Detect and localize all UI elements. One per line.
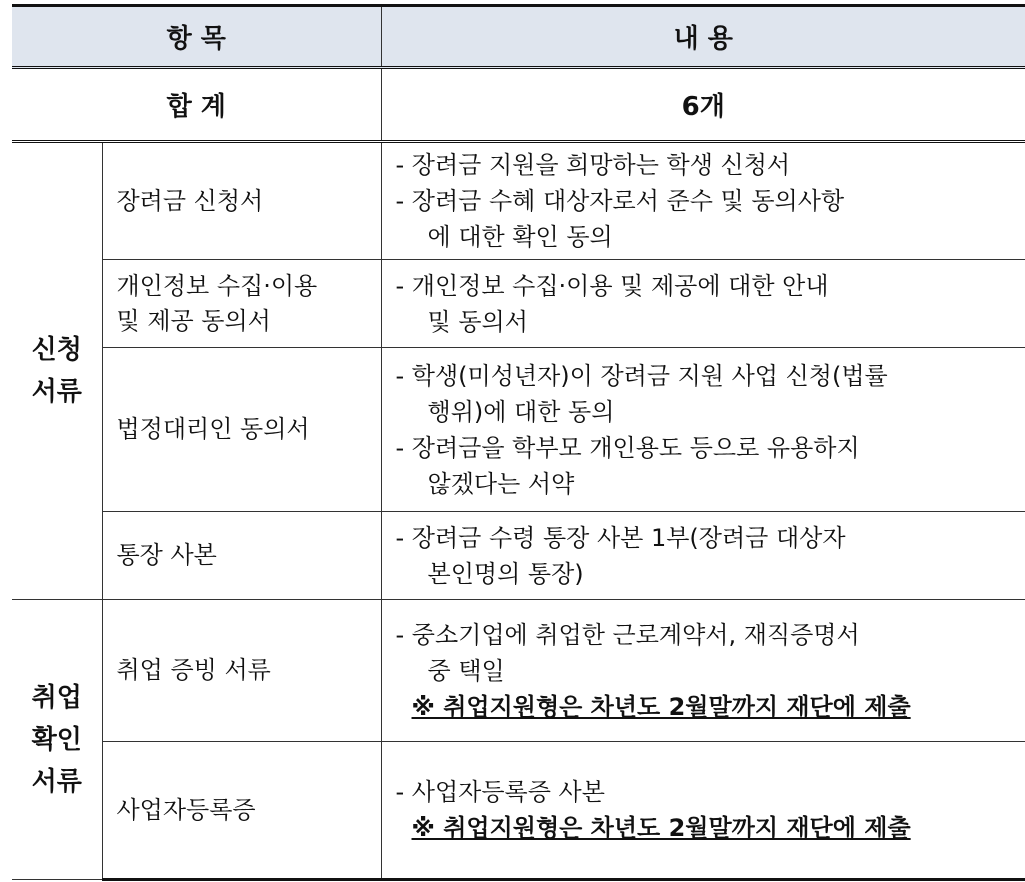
- submission-note: ※ 취업지원형은 차년도 2월말까지 재단에 제출: [411, 692, 911, 721]
- table-row: [12, 348, 1025, 512]
- row-item-line: 및 제공 동의서: [116, 306, 271, 335]
- row-content: [381, 260, 1025, 348]
- group-label-line: 서류: [31, 766, 82, 797]
- row-item: 사업자등록증: [102, 742, 381, 880]
- header-item: 항 목: [12, 6, 381, 68]
- table-row: [12, 742, 1025, 880]
- row-item: 법정대리인 동의서: [102, 348, 381, 512]
- group-label-line: 취업: [31, 682, 82, 713]
- row-content: [381, 348, 1025, 512]
- group-label-line: 서류: [31, 377, 82, 407]
- group-employment-docs: [12, 600, 102, 880]
- total-value: 6개: [381, 68, 1025, 142]
- submission-note: ※ 취업지원형은 차년도 2월말까지 재단에 제출: [411, 814, 911, 842]
- row-item: 통장 사본: [102, 512, 381, 600]
- table-header-row: [12, 6, 1025, 68]
- requirements-table: [12, 4, 1025, 881]
- group-label-line: 신청: [31, 335, 82, 365]
- row-item: 장려금 신청서: [102, 142, 381, 260]
- content-line: - 사업자등록증 사본: [395, 778, 605, 806]
- row-item-line: 개인정보 수집·이용: [116, 271, 318, 300]
- table-row: [12, 142, 1025, 260]
- content-line: 않겠다는 서약: [427, 469, 575, 498]
- row-content: [381, 742, 1025, 880]
- row-content: [381, 600, 1025, 742]
- row-content: [381, 512, 1025, 600]
- content-line: - 장려금을 학부모 개인용도 등으로 유용하지: [395, 433, 860, 462]
- content-line: 중 택일: [427, 656, 505, 685]
- group-apply-docs: [12, 142, 102, 600]
- content-line: 본인명의 통장): [427, 559, 584, 588]
- row-content: [381, 142, 1025, 260]
- content-line: 행위)에 대한 동의: [427, 397, 615, 426]
- content-line: - 장려금 수혜 대상자로서 준수 및 동의사항: [395, 187, 845, 215]
- content-line: - 중소기업에 취업한 근로계약서, 재직증명서: [395, 620, 860, 649]
- content-line: 에 대한 확인 동의: [427, 223, 613, 251]
- group-label-line: 확인: [31, 724, 82, 755]
- content-line: - 장려금 지원을 희망하는 학생 신청서: [395, 151, 791, 179]
- row-item: 취업 증빙 서류: [102, 600, 381, 742]
- header-content: 내 용: [381, 6, 1025, 68]
- table-row: [12, 260, 1025, 348]
- total-row: [12, 68, 1025, 142]
- table-row: [12, 512, 1025, 600]
- table-row: [12, 600, 1025, 742]
- content-line: 및 동의서: [427, 307, 528, 336]
- content-line: - 개인정보 수집·이용 및 제공에 대한 안내: [395, 271, 829, 300]
- row-item: [102, 260, 381, 348]
- content-line: - 학생(미성년자)이 장려금 지원 사업 신청(법률: [395, 361, 888, 390]
- content-line: - 장려금 수령 통장 사본 1부(장려금 대상자: [395, 523, 846, 552]
- total-label: 합 계: [12, 68, 381, 142]
